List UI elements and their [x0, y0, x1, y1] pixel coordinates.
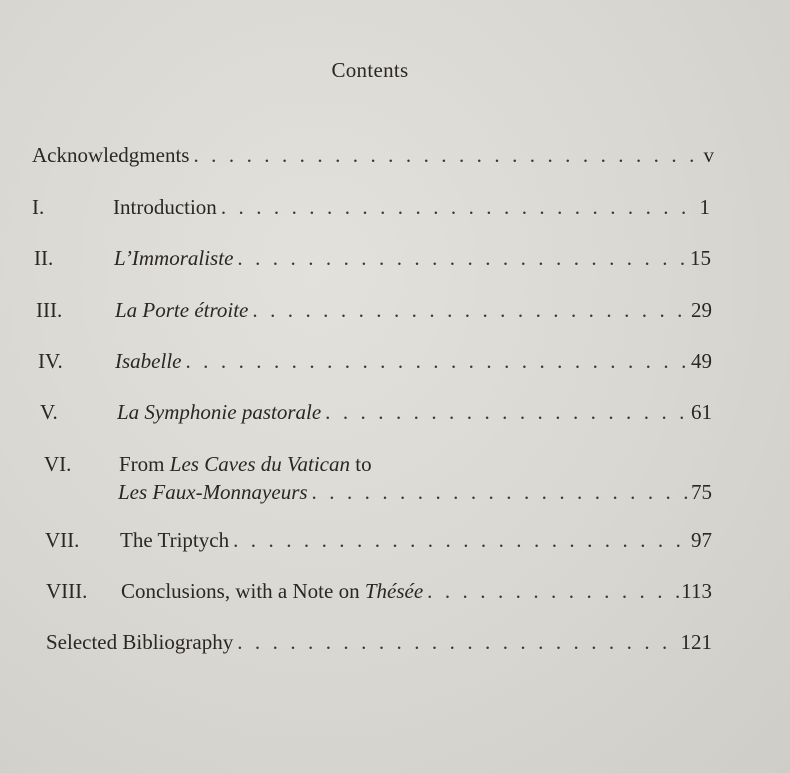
toc-entry-label: Introduction — [113, 195, 217, 219]
dot-leader — [325, 397, 691, 427]
toc-entry-bibliography[interactable] — [46, 627, 712, 657]
toc-entry-page: 113 — [681, 579, 712, 603]
toc-entry-page: v — [703, 143, 714, 167]
toc-entry-page: 75 — [691, 480, 712, 504]
toc-entry-immoraliste[interactable] — [34, 243, 711, 273]
chapter-numeral: II. — [34, 246, 54, 270]
toc-entry-page: 49 — [691, 349, 712, 373]
dot-leader — [252, 295, 691, 325]
toc-entry-page: 121 — [680, 630, 712, 654]
dot-leader — [233, 525, 691, 555]
toc-entry-conclusions[interactable] — [46, 576, 712, 606]
toc-entry-caves-faux-monnayeurs[interactable] — [44, 449, 712, 509]
toc-entry-label: Les Faux-Monnayeurs — [118, 480, 308, 504]
toc-entry-label: Selected Bibliography — [46, 630, 234, 654]
toc-entry-label: The Triptych — [120, 528, 230, 552]
chapter-numeral: VIII. — [46, 579, 88, 603]
chapter-numeral: VI. — [44, 452, 72, 476]
dot-leader — [237, 243, 690, 273]
toc-entry-label: Thésée — [364, 579, 424, 603]
chapter-numeral: V. — [40, 400, 58, 424]
dot-leader — [221, 192, 700, 222]
toc-entry-introduction[interactable] — [32, 192, 710, 222]
dot-leader — [237, 627, 680, 657]
dot-leader — [312, 477, 691, 507]
toc-entry-isabelle[interactable] — [38, 346, 712, 376]
toc-entry-label: L’Immoraliste — [114, 246, 234, 270]
toc-entry-page: 1 — [699, 195, 710, 219]
chapter-numeral: IV. — [38, 349, 63, 373]
toc-entry-label: La Symphonie pastorale — [117, 400, 322, 424]
chapter-numeral: III. — [36, 298, 63, 322]
toc-entry-page: 61 — [691, 400, 712, 424]
toc-entry-page: 29 — [691, 298, 712, 322]
toc-entry-acknowledgments[interactable] — [32, 140, 714, 170]
toc-entry-page: 15 — [690, 246, 711, 270]
toc-entry-page: 97 — [691, 528, 712, 552]
toc-entry-porte-etroite[interactable] — [36, 295, 712, 325]
chapter-numeral: I. — [32, 195, 45, 219]
page-title: Contents — [331, 58, 409, 82]
chapter-numeral: VII. — [45, 528, 80, 552]
toc-entry-label-prefix: Conclusions, with a Note on — [121, 579, 365, 603]
toc-entry-label: La Porte étroite — [115, 298, 249, 322]
toc-entry-symphonie-pastorale[interactable] — [40, 397, 712, 427]
dot-leader — [427, 576, 681, 606]
dot-leader — [185, 346, 691, 376]
dot-leader — [193, 140, 703, 170]
toc-entry-label: Isabelle — [115, 349, 182, 373]
toc-entry-label: Acknowledgments — [32, 143, 190, 167]
toc-entry-triptych[interactable] — [45, 525, 712, 555]
toc-entry-label-line1: From Les Caves du Vatican to — [119, 452, 372, 476]
